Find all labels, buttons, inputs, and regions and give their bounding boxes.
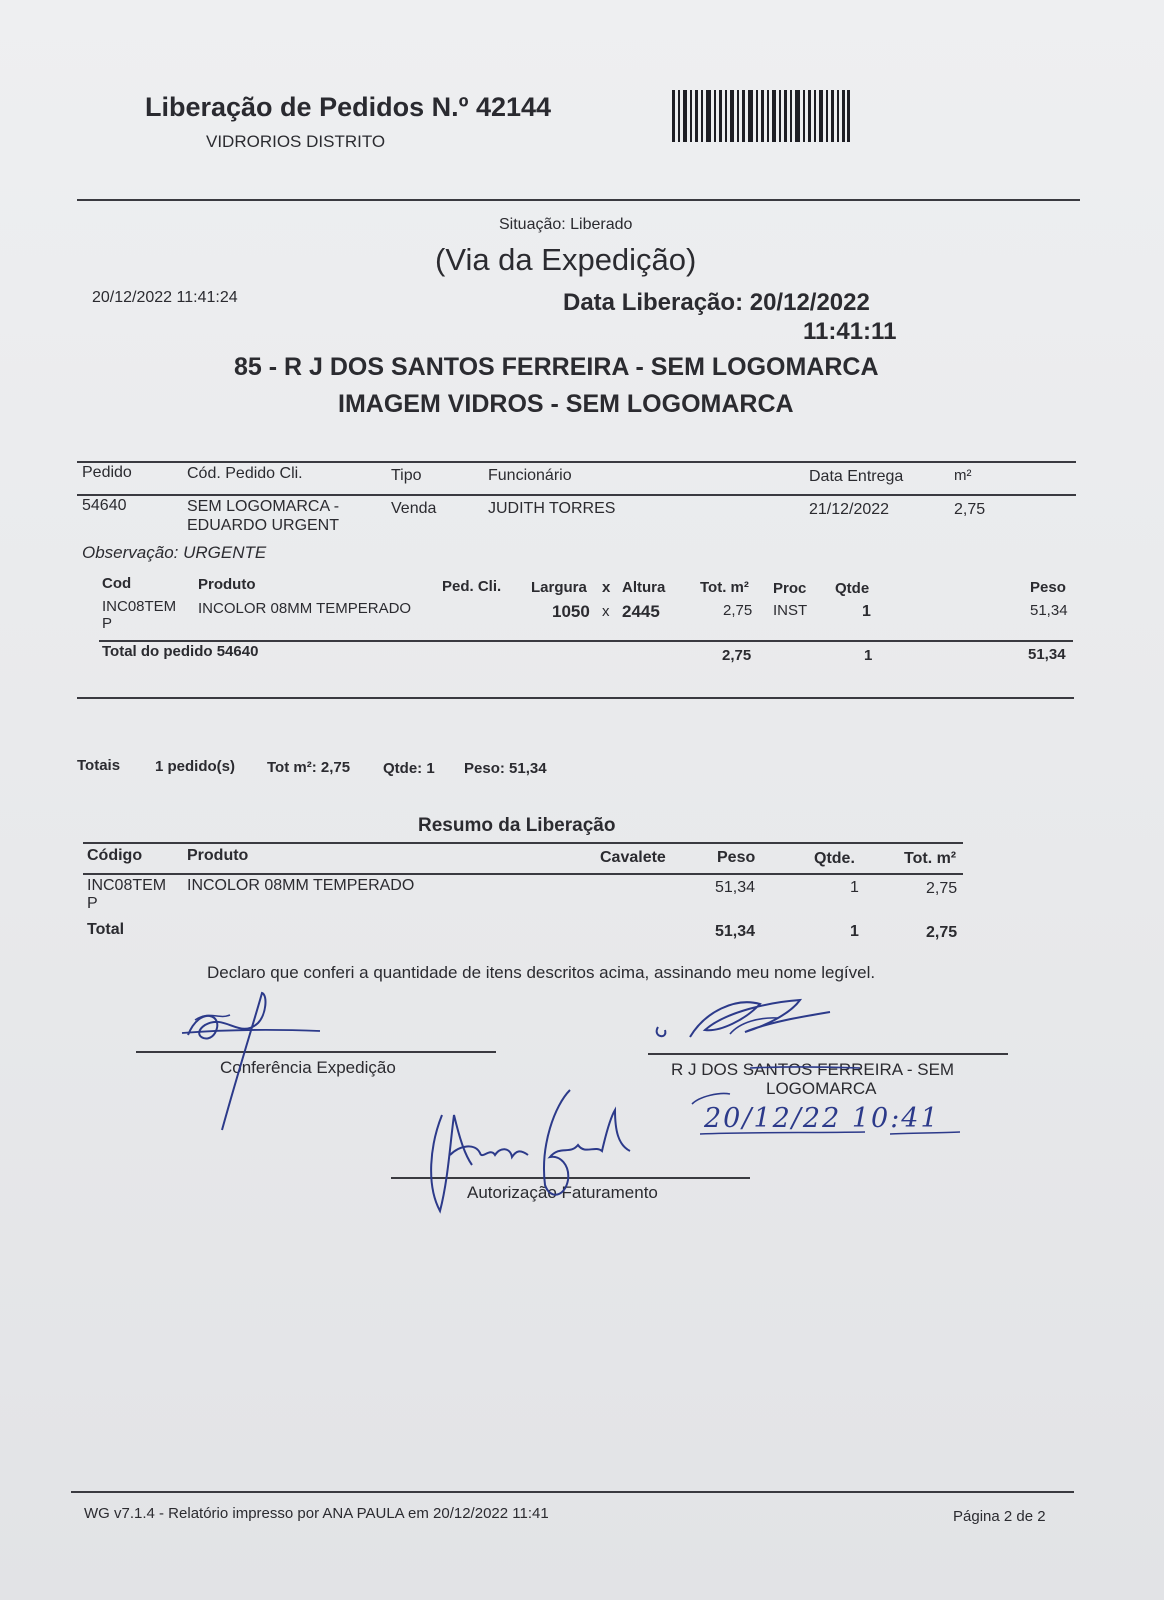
summary-total-label: Total — [87, 921, 125, 938]
release-date: Data Liberação: 20/12/2022 — [563, 289, 870, 316]
col-header-qtde: Qtde — [835, 580, 870, 597]
item-height: 2445 — [622, 602, 660, 621]
item-proc: INST — [773, 602, 808, 619]
order-total-qtde: 1 — [864, 647, 873, 664]
totals-m2: Tot m²: 2,75 — [267, 759, 351, 776]
summary-qtde: 1 — [850, 879, 859, 896]
summary-header-tot-m2: Tot. m² — [904, 850, 957, 867]
observation: Observação: URGENTE — [82, 543, 267, 562]
order-table-header-border — [77, 494, 1076, 496]
summary-header-border — [83, 873, 963, 875]
order-total-label: Total do pedido 54640 — [102, 643, 259, 660]
summary-header-cavalete: Cavalete — [600, 849, 666, 866]
col-header-funcionario: Funcionário — [488, 467, 572, 484]
col-header-x: x — [602, 579, 611, 596]
item-width: 1050 — [552, 602, 590, 621]
order-type: Venda — [391, 500, 437, 517]
order-section-divider — [77, 697, 1074, 699]
footer-divider — [71, 1491, 1074, 1493]
summary-peso: 51,34 — [715, 879, 756, 896]
totals-peso: Peso: 51,34 — [464, 760, 547, 777]
delivery-date: 21/12/2022 — [809, 501, 890, 518]
summary-title: Resumo da Liberação — [418, 815, 616, 836]
signature-label-faturamento: Autorização Faturamento — [467, 1183, 658, 1202]
item-peso: 51,34 — [1030, 602, 1068, 619]
col-header-cod-cli: Cód. Pedido Cli. — [187, 465, 303, 482]
totals-label: Totais — [77, 757, 121, 774]
col-header-data-entrega: Data Entrega — [809, 468, 904, 485]
order-total-m2: 2,75 — [722, 647, 752, 664]
status-label: Situação: Liberado — [499, 216, 633, 233]
summary-product: INCOLOR 08MM TEMPERADO — [187, 877, 415, 894]
summary-header-qtde: Qtde. — [814, 850, 855, 867]
summary-top-border — [83, 842, 963, 844]
item-qtde: 1 — [862, 603, 871, 620]
handwritten-date: 20/12/22 10:41 — [704, 1103, 940, 1134]
col-header-peso: Peso — [1030, 579, 1066, 596]
item-code-line2: P — [102, 615, 113, 632]
header-divider — [77, 199, 1080, 201]
col-header-altura: Altura — [622, 579, 666, 596]
client-order-code: SEM LOGOMARCA - — [187, 498, 340, 515]
col-header-proc: Proc — [773, 580, 807, 597]
document-title: Liberação de Pedidos N.º 42144 — [145, 92, 552, 122]
barcode-icon — [672, 90, 850, 142]
summary-total-tot-m2: 2,75 — [926, 924, 958, 941]
client-name: 85 - R J DOS SANTOS FERREIRA - SEM LOGOMARCA — [234, 353, 879, 381]
company-name: VIDRORIOS DISTRITO — [206, 132, 386, 151]
item-code: INC08TEM — [102, 598, 177, 615]
signature-label-client: R J DOS SANTOS FERREIRA - SEM — [671, 1060, 955, 1079]
items-total-border — [99, 640, 1073, 642]
col-header-cod: Cod — [102, 575, 132, 592]
declaration-text: Declaro que conferi a quantidade de itens descritos acima, assinando meu nome legível. — [207, 963, 876, 982]
handwritten-signature-expedicao — [170, 985, 330, 1135]
handwritten-signature-faturamento — [420, 1085, 660, 1225]
summary-code-line2: P — [87, 895, 98, 912]
col-header-m2: m² — [954, 467, 972, 484]
totals-qtde: Qtde: 1 — [383, 760, 435, 777]
col-header-ped-cli: Ped. Cli. — [442, 578, 502, 595]
summary-total-qtde: 1 — [850, 923, 859, 940]
copy-label: (Via da Expedição) — [435, 242, 697, 277]
release-time: 11:41:11 — [803, 318, 897, 345]
employee-name: JUDITH TORRES — [488, 500, 616, 517]
summary-tot-m2: 2,75 — [926, 880, 958, 897]
col-header-largura: Largura — [531, 579, 587, 596]
order-total-peso: 51,34 — [1028, 646, 1066, 663]
summary-header-produto: Produto — [187, 847, 249, 864]
signature-label-client-line2: LOGOMARCA — [766, 1079, 877, 1098]
client-subname: IMAGEM VIDROS - SEM LOGOMARCA — [338, 390, 794, 418]
item-product: INCOLOR 08MM TEMPERADO — [198, 600, 412, 617]
signature-label-expedicao: Conferência Expedição — [220, 1058, 396, 1077]
order-m2: 2,75 — [954, 501, 986, 518]
col-header-produto: Produto — [198, 576, 256, 593]
col-header-tot-m2: Tot. m² — [700, 579, 749, 596]
footer-page-number: Página 2 de 2 — [953, 1508, 1046, 1525]
totals-orders: 1 pedido(s) — [155, 758, 236, 775]
summary-header-peso: Peso — [717, 849, 756, 866]
summary-code: INC08TEM — [87, 877, 167, 894]
col-header-pedido: Pedido — [82, 464, 132, 481]
col-header-tipo: Tipo — [391, 467, 422, 484]
client-order-code-line2: EDUARDO URGENT — [187, 517, 340, 534]
order-number: 54640 — [82, 497, 127, 514]
order-table-top-border — [77, 461, 1076, 463]
summary-header-codigo: Código — [87, 847, 143, 864]
handwritten-signature-client — [650, 992, 840, 1062]
item-x: x — [602, 603, 610, 620]
item-tot-m2: 2,75 — [723, 602, 753, 619]
printed-timestamp: 20/12/2022 11:41:24 — [92, 289, 238, 306]
summary-total-peso: 51,34 — [715, 923, 756, 940]
footer-printed-by: WG v7.1.4 - Relatório impresso por ANA PAULA em 20/12/2022 11:41 — [84, 1505, 549, 1522]
